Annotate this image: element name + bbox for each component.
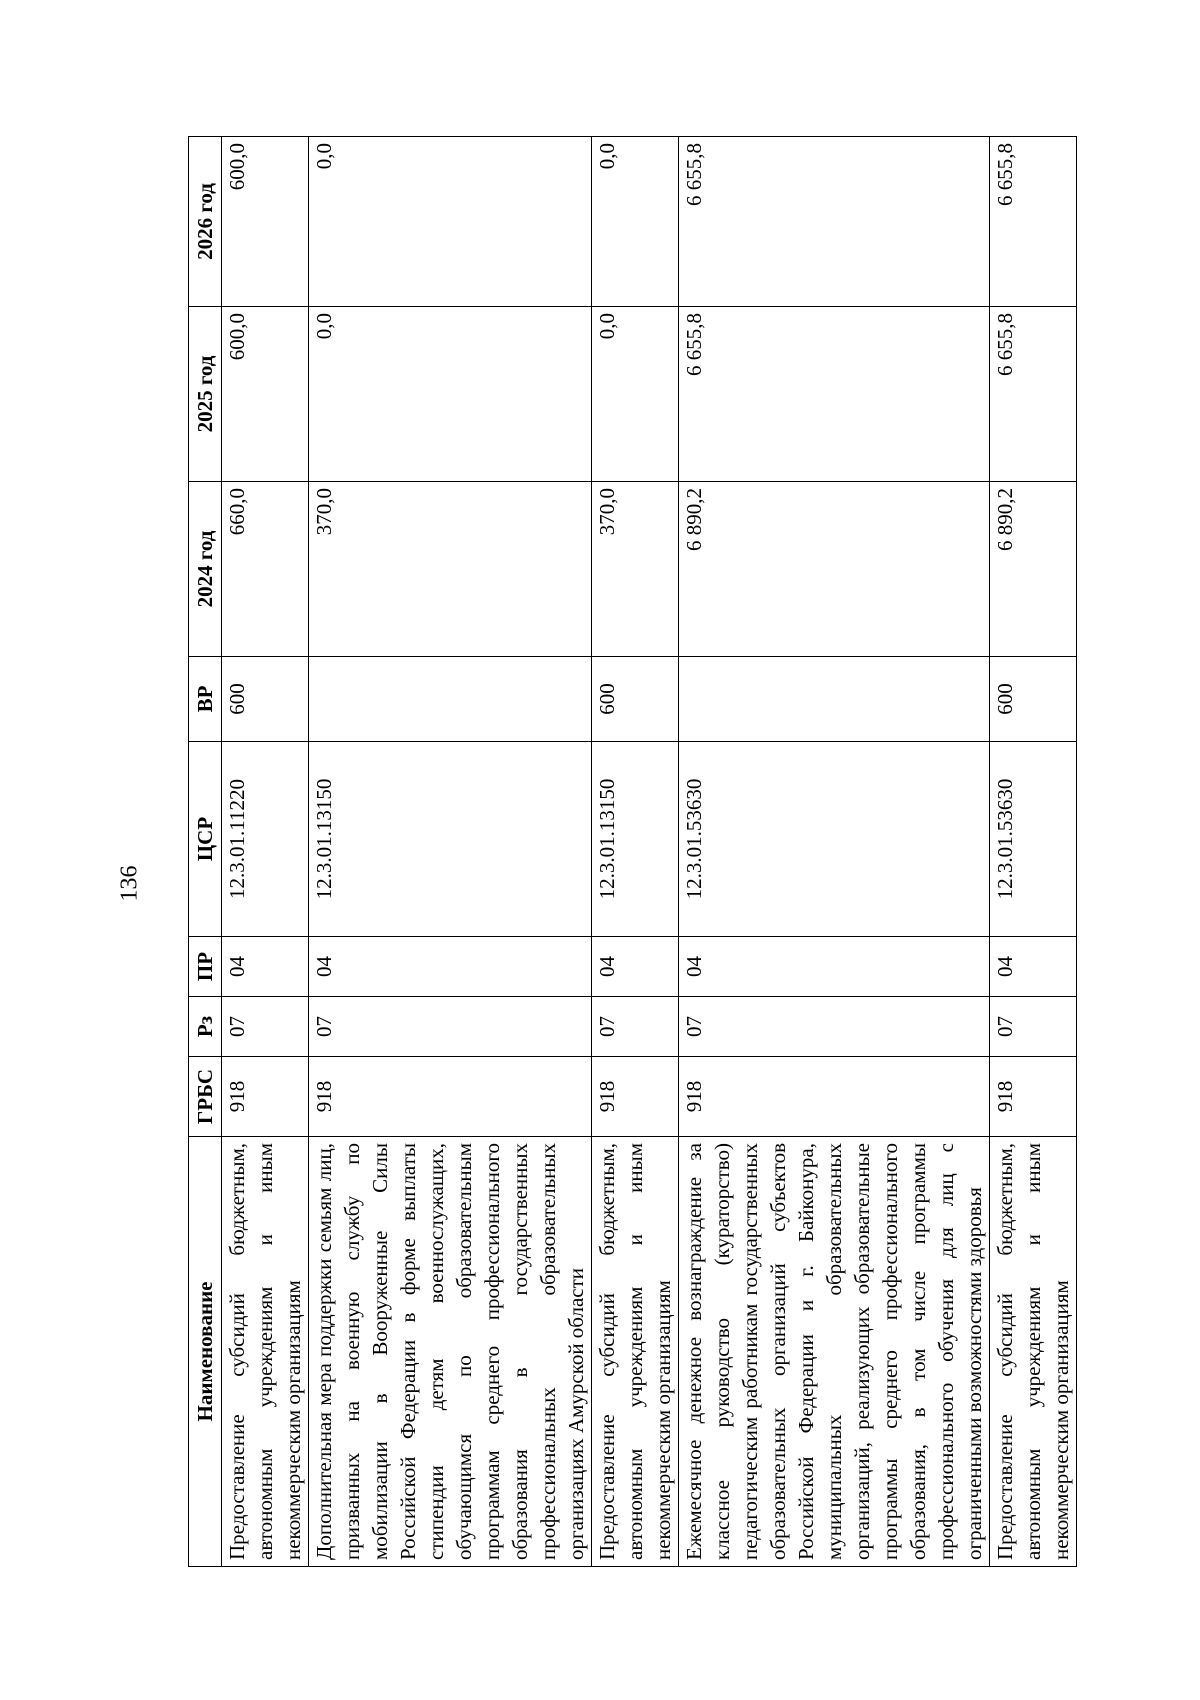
table-row (679, 137, 990, 1567)
row-name: Ежемесячное денежное вознаграждение за классное руководство (кураторство) педагогическим работникам государственных образовательных организаций субъектов Российской Федерации и г. Байконура, муниципальных образовательных организаций, реализующих образовательные программы среднего профессионального образования, в том числе программы профессионального обучения для лиц с ограниченными возможностями здоровья (679, 1137, 990, 1567)
row-2025: 0,0 (592, 307, 679, 482)
row-vr: 600 (990, 657, 1077, 742)
row-vr (679, 657, 990, 742)
row-2025: 6 655,8 (990, 307, 1077, 482)
row-pr: 04 (990, 937, 1077, 997)
header-2026: 2026 год (189, 137, 222, 307)
page-number: 136 (116, 865, 143, 902)
header-name: Наименование (189, 1137, 222, 1567)
row-name: Предоставление субсидий бюджетным, автономным учреждениям и иным некоммерческим организациям (222, 1137, 309, 1567)
header-pr: ПР (189, 937, 222, 997)
row-2026: 6 655,8 (990, 137, 1077, 307)
row-2025: 600,0 (222, 307, 309, 482)
row-vr: 600 (592, 657, 679, 742)
row-2024: 370,0 (592, 482, 679, 657)
row-2026: 0,0 (592, 137, 679, 307)
row-rz: 07 (679, 997, 990, 1057)
row-grbs: 918 (309, 1057, 592, 1137)
row-name: Дополнительная мера поддержки семьям лиц, призванных на военную службу по мобилизации в Вооруженные Силы Российской Федерации в форме выплаты стипендии детям военнослужащих, обучающимся по образовательным программам среднего профессионального образования в государственных профессиональных образовательных организациях Амурской области (309, 1137, 592, 1567)
row-rz: 07 (309, 997, 592, 1057)
row-name: Предоставление субсидий бюджетным, автономным учреждениям и иным некоммерческим организациям (592, 1137, 679, 1567)
row-name: Предоставление субсидий бюджетным, автономным учреждениям и иным некоммерческим организациям (990, 1137, 1077, 1567)
header-rz: Рз (189, 997, 222, 1057)
budget-table (188, 136, 1077, 1567)
table-row (592, 137, 679, 1567)
table-row (309, 137, 592, 1567)
row-rz: 07 (990, 997, 1077, 1057)
row-csr: 12.3.01.53630 (679, 742, 990, 937)
header-csr: ЦСР (189, 742, 222, 937)
row-csr: 12.3.01.53630 (990, 742, 1077, 937)
row-grbs: 918 (990, 1057, 1077, 1137)
row-csr: 12.3.01.13150 (309, 742, 592, 937)
row-2026: 0,0 (309, 137, 592, 307)
row-rz: 07 (222, 997, 309, 1057)
header-2024: 2024 год (189, 482, 222, 657)
row-2024: 660,0 (222, 482, 309, 657)
table-row (990, 137, 1077, 1567)
row-pr: 04 (309, 937, 592, 997)
row-pr: 04 (592, 937, 679, 997)
row-2024: 6 890,2 (990, 482, 1077, 657)
row-vr: 600 (222, 657, 309, 742)
row-grbs: 918 (222, 1057, 309, 1137)
table-header-row (189, 137, 222, 1567)
header-vr: ВР (189, 657, 222, 742)
row-grbs: 918 (679, 1057, 990, 1137)
row-2024: 370,0 (309, 482, 592, 657)
rotated-table-wrapper (188, 137, 1073, 1567)
row-vr (309, 657, 592, 742)
row-csr: 12.3.01.13150 (592, 742, 679, 937)
row-2025: 0,0 (309, 307, 592, 482)
row-grbs: 918 (592, 1057, 679, 1137)
table-row (222, 137, 309, 1567)
row-2024: 6 890,2 (679, 482, 990, 657)
row-pr: 04 (679, 937, 990, 997)
header-2025: 2025 год (189, 307, 222, 482)
row-2026: 600,0 (222, 137, 309, 307)
row-2026: 6 655,8 (679, 137, 990, 307)
row-rz: 07 (592, 997, 679, 1057)
header-grbs: ГРБС (189, 1057, 222, 1137)
row-2025: 6 655,8 (679, 307, 990, 482)
row-pr: 04 (222, 937, 309, 997)
row-csr: 12.3.01.11220 (222, 742, 309, 937)
